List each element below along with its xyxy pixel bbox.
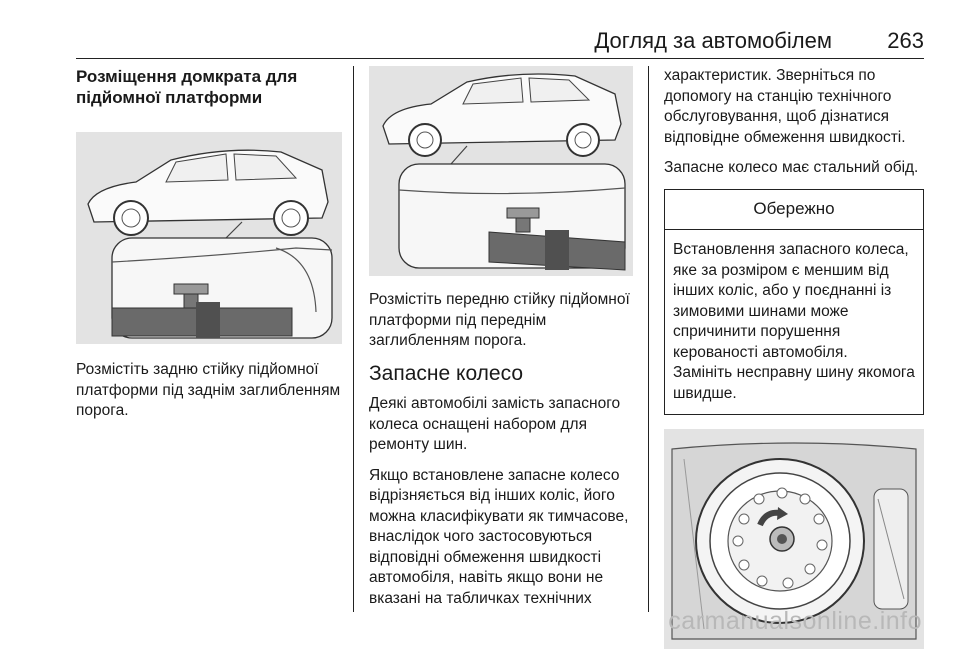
watermark: carmanualsonline.info	[668, 607, 922, 635]
paragraph-tyre-repair-kit: Деякі автомобілі замість запасного колеса оснащені набором для ремонту шин.	[369, 395, 621, 453]
section-heading-spare-wheel: Запасне колесо	[369, 361, 524, 385]
warning-title: Обережно	[665, 190, 923, 231]
section-heading-jack-placement: Розміщення домкрата для підйомної платформи	[76, 67, 298, 107]
column-1	[76, 66, 342, 432]
car-front-lift-illustration	[369, 66, 633, 276]
car-rear-lift-illustration	[76, 132, 342, 344]
warning-text-1: Встановлення запасного колеса, яке за розміром є меншим від інших коліс, або у поєднанні із зимовими шинами може спричинити порушення керованості автомобіля.	[673, 241, 909, 361]
paragraph-temporary-spare: Якщо встановлене запасне колесо відрізняється від інших коліс, його можна класифікувати як тимчасове, внаслідок чого застосовуються відповідні обмеження швидкості автомобіля, навіть якщо вони не вказані на табличках технічних	[369, 466, 629, 607]
page-header-title: Догляд за автомобілем	[594, 28, 832, 53]
page-number: 263	[887, 28, 924, 53]
column-divider-1	[353, 66, 354, 612]
column-2	[369, 66, 633, 619]
caption-front-lift: Розмістіть передню стійку підйомної платформи під переднім заглибленням порога.	[369, 291, 630, 349]
figure-front-lift-point	[369, 66, 633, 276]
column-divider-2	[648, 66, 649, 612]
figure-rear-lift-point	[76, 132, 342, 344]
warning-body	[665, 230, 923, 414]
warning-text-2: Замініть несправну шину якомога швидше.	[673, 364, 915, 402]
warning-box	[664, 189, 924, 416]
paragraph-steel-rim: Запасне колесо має стальний обід.	[664, 159, 919, 176]
header-rule	[76, 58, 924, 59]
column-3	[664, 66, 924, 649]
caption-rear-lift: Розмістіть задню стійку підйомної платформи під заднім заглибленням порога.	[76, 361, 341, 419]
paragraph-speed-limit: характеристик. Зверніться по допомогу на станцію технічного обслуговування, щоб дізнатися відповідне обмеження швидкості.	[664, 67, 906, 146]
